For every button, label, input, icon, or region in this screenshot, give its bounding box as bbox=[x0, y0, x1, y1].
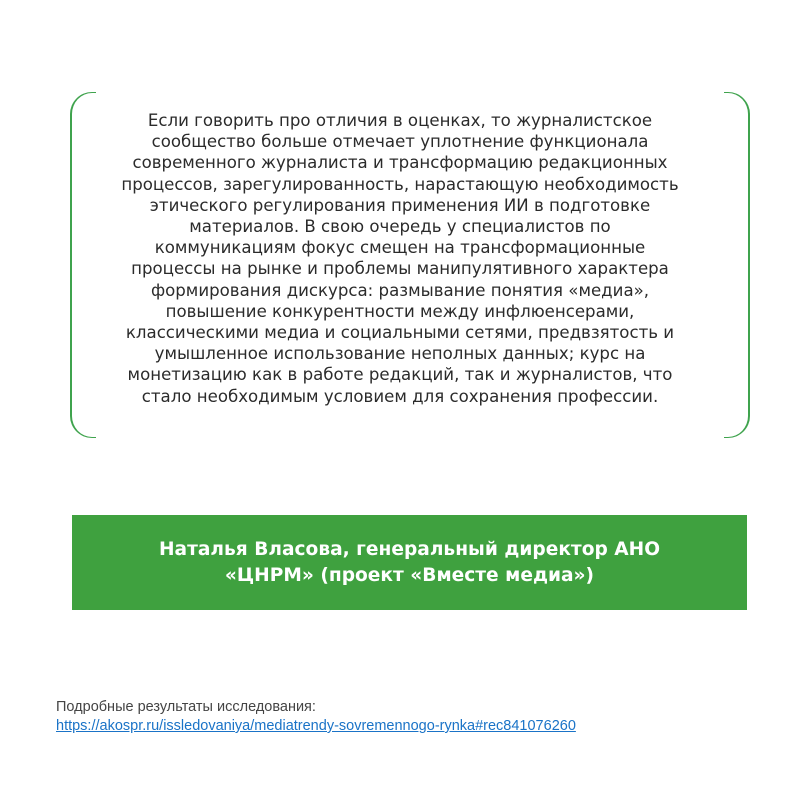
quote-line: процессы на рынке и проблемы манипулятивного характера bbox=[131, 259, 669, 279]
author-banner bbox=[72, 515, 747, 610]
quote-line: повышение конкурентности между инфлюенсерами, bbox=[165, 301, 635, 321]
quote-line: современного журналиста и трансформацию редакционных bbox=[132, 153, 668, 173]
quote-line: классическими медиа и социальными сетями, предвзятость и bbox=[125, 323, 675, 343]
quote-line: процессов, зарегулированность, нарастающую необходимость bbox=[121, 174, 679, 194]
quote-text bbox=[88, 110, 712, 407]
quote-line: монетизацию как в работе редакций, так и журналистов, что bbox=[127, 365, 673, 385]
quote-line: этического регулирования применения ИИ в подготовке bbox=[149, 195, 651, 215]
quote-line: Если говорить про отличия в оценках, то журналистское bbox=[147, 111, 653, 130]
source-label: Подробные результаты исследования: bbox=[56, 699, 316, 715]
author-line: Наталья Власова, генеральный директор АНО bbox=[158, 538, 661, 560]
quote-line: умышленное использование неполных данных; курс на bbox=[154, 344, 646, 364]
quote-line: коммуникациям фокус смещен на трансформационные bbox=[154, 238, 646, 258]
quote-line: стало необходимым условием для сохранения профессии. bbox=[141, 386, 659, 406]
author-attribution bbox=[110, 537, 710, 589]
quote-line: сообщество больше отмечает уплотнение функционала bbox=[151, 132, 649, 152]
quote-line: формирования дискурса: размывание понятия «медиа», bbox=[150, 280, 650, 300]
source-block bbox=[56, 698, 756, 736]
author-line: «ЦНРМ» (проект «Вместе медиа») bbox=[224, 564, 595, 586]
source-link[interactable]: https://akospr.ru/issledovaniya/mediatrendy-sovremennogo-rynka#rec841076260 bbox=[56, 718, 576, 734]
quote-line: материалов. В свою очередь у специалистов по bbox=[189, 217, 611, 237]
